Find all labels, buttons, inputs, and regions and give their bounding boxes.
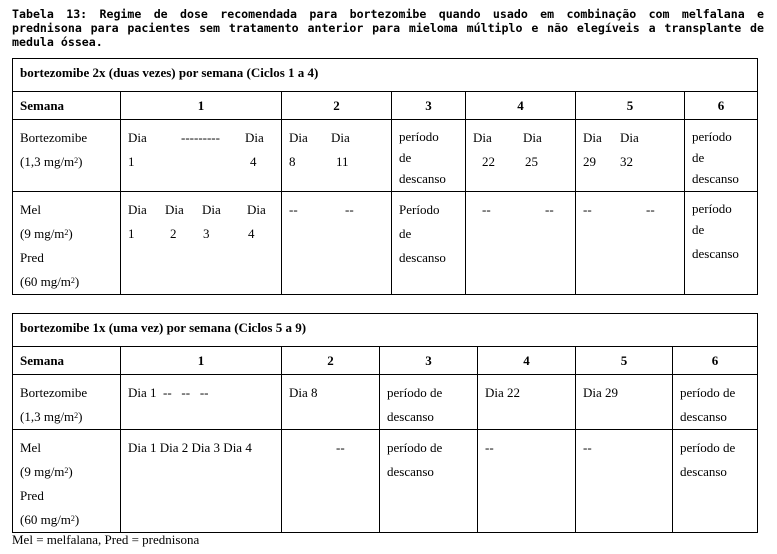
header-week-2: 2	[282, 347, 380, 375]
cell-w2: Dia Dia 8 11	[282, 120, 392, 192]
header-week-6: 6	[685, 92, 758, 120]
cell-w1: Dia 1 -- -- --	[121, 375, 282, 430]
cell-w3: período de descanso	[380, 375, 478, 430]
cell-w4: -- --	[466, 192, 576, 295]
cell-w6: período de descanso	[673, 430, 758, 533]
header-semana: Semana	[13, 92, 121, 120]
cell-w1: Dia --------- Dia 1 4	[121, 120, 282, 192]
cell-w2: --	[282, 430, 380, 533]
cell-w1: Dia 1 Dia 2 Dia 3 Dia 4	[121, 430, 282, 533]
cell-w5: Dia Dia 29 32	[576, 120, 685, 192]
cell-w6: período de descanso	[685, 192, 758, 295]
table-header-row	[13, 92, 758, 120]
table-row-mel-pred	[13, 192, 758, 295]
footnote: Mel = melfalana, Pred = prednisona	[12, 532, 200, 547]
header-week-6: 6	[673, 347, 758, 375]
cell-w4: Dia Dia 22 25	[466, 120, 576, 192]
header-week-5: 5	[576, 347, 673, 375]
row-label-bortezomibe: Bortezomibe (1,3 $mg/m^2$)	[13, 375, 121, 430]
cell-w3: Período de descanso	[392, 192, 466, 295]
header-week-5: 5	[576, 92, 685, 120]
cell-w6: período de descanso	[673, 375, 758, 430]
header-week-4: 4	[478, 347, 576, 375]
cell-w1: Dia Dia Dia Dia 1 2 3 4	[121, 192, 282, 295]
header-week-4: 4	[466, 92, 576, 120]
table-title: bortezomibe 2x (duas vezes) por semana (Ciclos 1 a 4)	[13, 59, 758, 92]
dose-table-twice-weekly	[12, 58, 758, 295]
header-week-1: 1	[121, 92, 282, 120]
table-row-mel-pred	[13, 430, 758, 533]
header-week-3: 3	[380, 347, 478, 375]
table-caption: Tabela 13: Regime de dose recomendada para bortezomibe quando usado em combinação com melfalana e prednisona para pacientes sem tratamento anterior para mieloma múltiplo e não elegíveis a transplante de medula óssea.	[12, 7, 764, 49]
cell-w4: --	[478, 430, 576, 533]
cell-w2: -- --	[282, 192, 392, 295]
table-title: bortezomibe 1x (uma vez) por semana (Ciclos 5 a 9)	[13, 314, 758, 347]
header-week-2: 2	[282, 92, 392, 120]
row-label-bortezomibe: Bortezomibe (1,3 $mg/m^2$)	[13, 120, 121, 192]
cell-w2: Dia 8	[282, 375, 380, 430]
cell-w3: período de descanso	[392, 120, 466, 192]
table-header-row	[13, 347, 758, 375]
row-label-mel-pred: Mel (9 $mg/m^2$) Pred (60 $mg/m^2$)	[13, 430, 121, 533]
table-row-bortezomibe	[13, 375, 758, 430]
cell-w6: período de descanso	[685, 120, 758, 192]
cell-w4: Dia 22	[478, 375, 576, 430]
cell-w5: --	[576, 430, 673, 533]
header-week-3: 3	[392, 92, 466, 120]
cell-w3: período de descanso	[380, 430, 478, 533]
table-row-bortezomibe	[13, 120, 758, 192]
cell-w5: -- --	[576, 192, 685, 295]
header-semana: Semana	[13, 347, 121, 375]
header-week-1: 1	[121, 347, 282, 375]
dose-table-once-weekly	[12, 313, 758, 533]
cell-w5: Dia 29	[576, 375, 673, 430]
row-label-mel-pred: Mel (9 $mg/m^2$) Pred (60 $mg/m^2$)	[13, 192, 121, 295]
